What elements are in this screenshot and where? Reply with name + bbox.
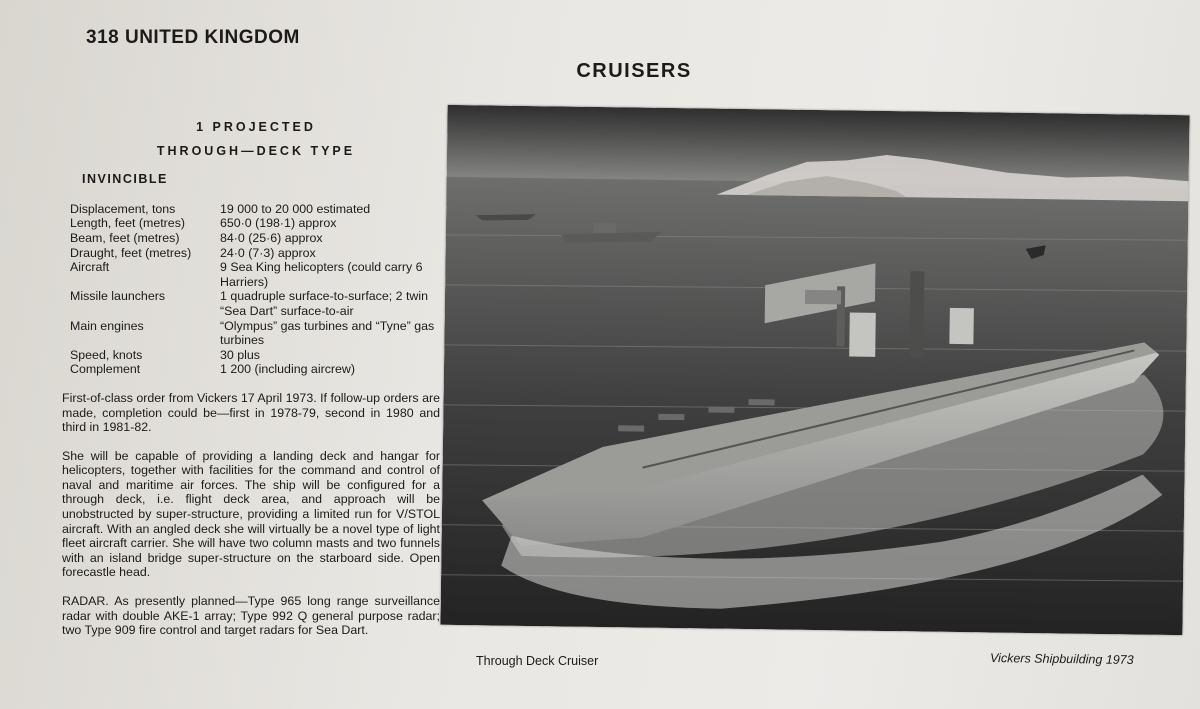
spec-label: Aircraft bbox=[70, 260, 110, 275]
spec-value: “Olympus” gas turbines and “Tyne” gas turbines bbox=[220, 318, 435, 348]
mast-main bbox=[909, 271, 924, 357]
spec-row bbox=[70, 231, 440, 246]
spec-label: Complement bbox=[70, 362, 141, 377]
spec-value: 30 plus bbox=[220, 347, 260, 362]
paragraph-radar: RADAR. As presently planned—Type 965 long range surveillance radar with double AKE-1 array; Type 992 Q general purpose radar; two Type 909 fire control and target radars for Sea Dart. bbox=[62, 594, 440, 638]
spec-label: Speed, knots bbox=[70, 347, 143, 362]
spec-label: Missile launchers bbox=[70, 289, 166, 304]
entry-heading-line1: 1 PROJECTED bbox=[196, 120, 316, 134]
spec-value: 19 000 to 20 000 estimated bbox=[220, 201, 371, 216]
ship-photograph bbox=[440, 105, 1189, 635]
spec-value: 650·0 (198·1) approx bbox=[220, 216, 337, 231]
page-header: 318 UNITED KINGDOM bbox=[86, 27, 300, 48]
spec-row bbox=[70, 362, 440, 377]
entry-text-column bbox=[62, 120, 440, 638]
spec-label: Length, feet (metres) bbox=[70, 216, 186, 231]
spec-label: Main engines bbox=[70, 318, 144, 333]
photo-caption: Through Deck Cruiser bbox=[476, 654, 599, 668]
paragraph-description: She will be capable of providing a landing deck and hangar for helicopters, together with facilities for the command and control of naval and maritime air forces. The ship will be configured for a through deck, i.e. flight deck area, and approach will be unobstructed by super-structure, providing a limited run for V/STOL aircraft. With an angled deck she will virtually be a novel type of light fleet aircraft carrier. She will have two column masts and two funnels with an island bridge super-structure on the starboard side. Open forecastle head. bbox=[62, 448, 440, 580]
spec-value: 9 Sea King helicopters (could carry 6 Harriers) bbox=[220, 260, 423, 289]
funnel-forward bbox=[849, 312, 876, 356]
spec-label: Displacement, tons bbox=[70, 201, 176, 216]
spec-row bbox=[70, 260, 440, 289]
spec-label: Beam, feet (metres) bbox=[70, 230, 180, 245]
spec-row bbox=[70, 246, 440, 261]
spec-label: Draught, feet (metres) bbox=[70, 245, 192, 260]
section-title: CRUISERS bbox=[576, 60, 692, 82]
spec-row bbox=[70, 348, 440, 363]
spec-value: 84·0 (25·6) approx bbox=[220, 230, 323, 245]
spec-value: 1 quadruple surface-to-surface; 2 twin “Sea Dart” surface-to-air bbox=[220, 289, 428, 318]
spec-row bbox=[70, 202, 440, 217]
spec-row bbox=[70, 216, 440, 231]
spec-row bbox=[70, 319, 440, 348]
spec-table bbox=[70, 202, 440, 377]
entry-heading-line2: THROUGH—DECK TYPE bbox=[156, 143, 356, 158]
spec-value: 24·0 (7·3) approx bbox=[220, 245, 316, 260]
spec-row bbox=[70, 289, 440, 318]
paragraph-order: First-of-class order from Vickers 17 April 1973. If follow-up orders are made, completion could be—first in 1978-79, second in 1980 and third in 1981-82. bbox=[62, 390, 440, 435]
spec-value: 1 200 (including aircrew) bbox=[220, 362, 355, 377]
photo-credit: Vickers Shipbuilding 1973 bbox=[989, 650, 1134, 668]
radar-array bbox=[805, 290, 841, 305]
funnel-aft bbox=[949, 308, 974, 344]
ship-name: INVINCIBLE bbox=[82, 172, 168, 187]
